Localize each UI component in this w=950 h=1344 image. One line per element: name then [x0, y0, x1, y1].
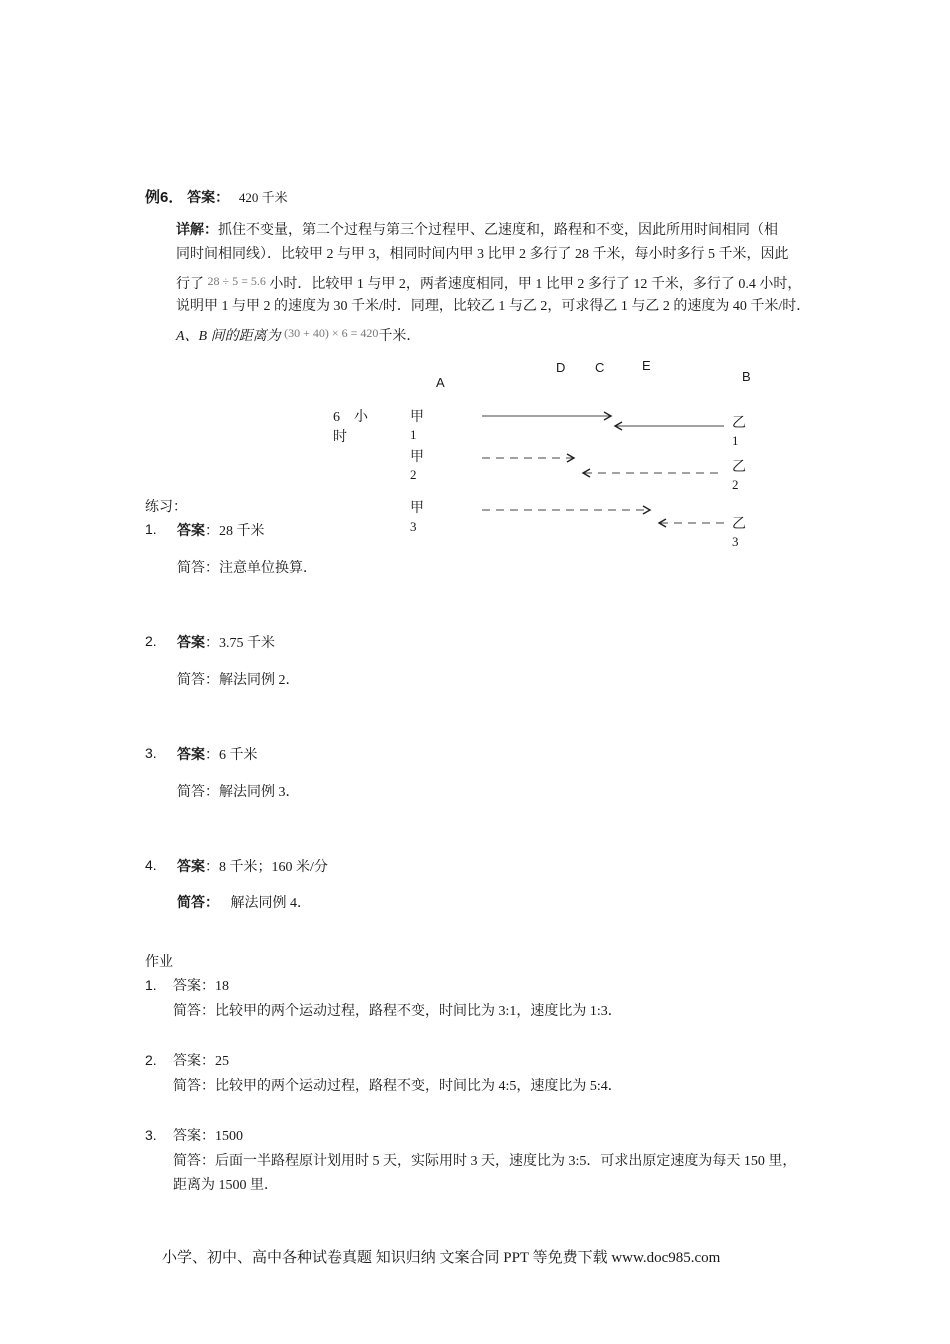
jia3-label-a: 甲 — [410, 501, 424, 516]
homework-1-answer: 答案：18 — [173, 979, 229, 994]
detail-label: 详解 — [176, 221, 204, 237]
practice-2-brief: 简答：解法同例 2． — [177, 673, 300, 688]
practice-4-number: 4. — [145, 857, 157, 873]
practice-1-answer — [177, 520, 265, 540]
practice-2-answer — [177, 632, 275, 652]
homework-3-number: 3. — [145, 1127, 157, 1143]
practice-2-number: 2. — [145, 633, 157, 649]
homework-3-answer: 答案：1500 — [173, 1129, 243, 1144]
detail-text-3a: 行了 — [176, 277, 204, 292]
example-title: 例6． — [145, 189, 184, 206]
practice-3-answer-value: ：6 千米 — [205, 748, 258, 763]
detail-sep: ： — [204, 221, 218, 237]
practice-2-answer-label: 答案 — [177, 634, 205, 650]
homework-heading: 作业 — [145, 955, 173, 970]
point-b-label: B — [742, 369, 751, 384]
homework-3-brief: 简答：后面一半路程原计划用时 5 天，实际用时 3 天，速度比为 3:5．可求出原定速度为每天 150 里， — [173, 1154, 797, 1169]
practice-1-brief: 简答：注意单位换算． — [177, 561, 317, 576]
practice-3-number: 3. — [145, 745, 157, 761]
six-hours-label-a: 6 小 — [333, 410, 368, 425]
jia1-label-a: 甲 — [410, 410, 424, 425]
homework-1-brief: 简答：比较甲的两个运动过程，路程不变，时间比为 3:1，速度比为 1:3． — [173, 1004, 622, 1019]
detail-text-3b: 小时．比较甲 1 与甲 2，两者速度相同，甲 1 比甲 2 多行了 12 千米，多行了 0.4 小时， — [269, 277, 802, 292]
jia3-label-b: 3 — [410, 519, 417, 534]
practice-3-answer — [177, 744, 258, 764]
yi2-label-b: 2 — [732, 477, 739, 492]
practice-4-answer-label: 答案 — [177, 858, 205, 874]
practice-4-answer — [177, 856, 328, 876]
answer-sep: ： — [215, 189, 230, 205]
footer-text: 小学、初中、高中各种试卷真题 知识归纳 文案合同 PPT 等免费下载 www.doc985.com — [162, 1250, 721, 1266]
detail-text-5a: A、B 间的距离为 — [176, 329, 281, 344]
homework-2-brief: 简答：比较甲的两个运动过程，路程不变，时间比为 4:5，速度比为 5:4． — [173, 1079, 622, 1094]
practice-3-brief: 简答：解法同例 3． — [177, 785, 300, 800]
yi1-label-b: 1 — [732, 433, 739, 448]
jia1-label-b: 1 — [410, 427, 417, 442]
practice-4-brief — [177, 892, 311, 912]
detail-text-5b: 千米． — [378, 329, 421, 344]
point-d-label: D — [556, 360, 566, 375]
jia2-label-b: 2 — [410, 467, 417, 482]
yi3-label-a: 乙 — [732, 517, 746, 532]
answer-value: 420 千米 — [238, 190, 288, 205]
practice-1-number: 1. — [145, 521, 157, 537]
jia3-arrowhead — [643, 506, 650, 514]
answer-label: 答案 — [187, 189, 216, 205]
practice-1-answer-label: 答案 — [177, 522, 205, 538]
homework-2-answer: 答案：25 — [173, 1054, 229, 1069]
yi1-label-a: 乙 — [732, 416, 746, 431]
homework-3-brief-cont: 距离为 1500 里． — [173, 1178, 278, 1193]
practice-heading: 练习： — [145, 500, 187, 515]
jia2-label-a: 甲 — [410, 450, 424, 465]
point-a-label: A — [436, 375, 445, 390]
practice-2-answer-value: ：3.75 千米 — [205, 636, 275, 651]
practice-4-answer-value: ：8 千米；160 米/分 — [205, 860, 328, 875]
point-c-label: C — [595, 360, 605, 375]
point-e-label: E — [642, 358, 651, 373]
homework-2-number: 2. — [145, 1052, 157, 1068]
detail-text-1: 抓住不变量，第二个过程与第三个过程甲、乙速度和，路程和不变，因此所用时间相同（相 — [218, 223, 778, 238]
six-hours-label-b: 时 — [333, 430, 347, 445]
yi3-label-b: 3 — [732, 534, 739, 549]
detail-line-4: 说明甲 1 与甲 2 的速度为 30 千米/时．同理，比较乙 1 与乙 2，可求得乙 1 与乙 2 的速度为 40 千米/时． — [176, 299, 811, 314]
formula-2: (30 + 40) × 6 = 420 — [284, 326, 379, 340]
practice-4-brief-label: 简答 — [177, 894, 205, 910]
practice-4-brief-value: 解法同例 4． — [230, 896, 311, 911]
practice-4-brief-sep: ： — [205, 894, 219, 910]
yi2-label-a: 乙 — [732, 460, 746, 475]
practice-3-answer-label: 答案 — [177, 746, 205, 762]
detail-line-2: 同时间相同线）．比较甲 2 与甲 3，相同时间内甲 3 比甲 2 多行了 28 千米，每小时多行 5 千米，因此 — [176, 247, 789, 262]
practice-1-answer-value: ：28 千米 — [205, 524, 265, 539]
formula-1: 28 ÷ 5 = 5.6 — [207, 274, 266, 288]
homework-1-number: 1. — [145, 977, 157, 993]
